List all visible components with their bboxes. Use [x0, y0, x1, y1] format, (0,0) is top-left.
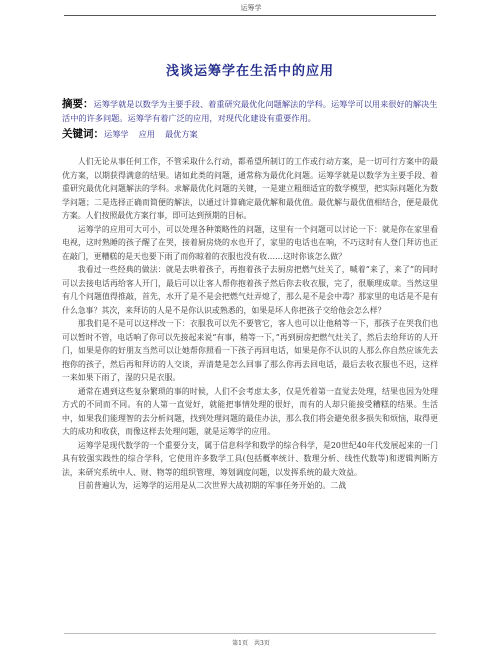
- body-paragraph: 通常在遇到这些复杂繁琐的事的时候，人们不会考虑太多，仅是凭着第一直觉去处理，结果也因为处理方式的不同而不同。有的人第一直觉好，就能把事情处理的很好，而有的人却只能接受糟糕的结果。生活中，如果我们能理智的去分析问题，找到处理问题的最佳办法，那么我们将会避免很多损失和烦恼，取得更大的成功和收获，而像这样去处理问题，就是运筹学的应用。: [62, 386, 438, 436]
- abstract: [62, 97, 438, 125]
- header-text: 运筹学: [240, 4, 262, 12]
- body-paragraph: 那我们是不是可以这样改一下：衣服我可以先不要管它，客人也可以让他稍等一下，那孩子在哭我们也可以暂时不管，电话响了你可以先接起来说“有事，稍等一下，”再到厨房把燃气灶关了，然后去给拜访的人开门，如果是你的好朋友当然可以让她帮你照看一下孩子再回电话，如果是你不认识的人那么你自然应该先去抱你的孩子，然后再和拜访的人交谈，弄清楚是怎么回事了那么你再去回电话，最后去收衣服也不迟，这样一来如果下雨了，湿的只是衣服。: [62, 319, 438, 382]
- abstract-label: 摘要：: [62, 98, 94, 110]
- keywords: [62, 127, 438, 141]
- page-header: [0, 0, 502, 18]
- abstract-text: 运筹学就是以数学为主要手段、着重研究最优化问题解法的学科。运筹学可以用来很好的解决生活中的许多问题。运筹学有着广泛的应用，对现代化建设有重要作用。: [62, 99, 438, 123]
- document-title: 浅谈运筹学在生活中的应用: [165, 64, 334, 79]
- header-divider: [64, 15, 436, 16]
- body-paragraph: 运筹学的应用可大可小，可以处理各种策略性的问题，这里有一个问题可以讨论一下：就是你在家里看电视，这时熟睡的孩子醒了在哭，接着厨房烧的水也开了，家里的电话也在响，不巧这时有人登门拜访也正在敲门，更糟糕的是天也要下雨了而你晾着的衣服也没有收……这时你该怎么做？: [62, 224, 438, 261]
- body-paragraph: 运筹学是现代数学的一个重要分支，属于信息科学和数学的综合科学，是20世纪40年代发展起来的一门具有较强实践性的综合学科，它使用许多数学工具(包括概率统计、数理分析、线性代数等)和逻辑判断方法，来研究系统中人、财、物等的组织管理、筹划调度问题，以发挥系统的最大效益。: [62, 440, 438, 477]
- body-paragraph: 人们无论从事任何工作，不管采取什么行动，都希望所制订的工作或行动方案，是一切可行方案中的最优方案，以期获得满意的结果。诸如此类的问题，通常称为最优化问题。运筹学就是以数学为主要手段、着重研究最优化问题解法的学科。求解最优化问题的关键，一是建立粗细适宜的数学模型，把实际问题化为数学问题；二是选择正确而简便的解法，以通过计算确定最优解和最优值。最优解与最优值相结合，便是最优方案。人们按照最优方案行事，即可达到预期的目标。: [62, 157, 438, 220]
- body-paragraph: 我看过一些经典的做法：就是去哄着孩子，再抱着孩子去厨房把燃气灶关了，喊着“来了，来了”的同时可以去接电话再给客人开门，最后可以让客人帮你抱着孩子然后你去收衣服，完了，很顺理成章。当然这里有几个问题值得推敲，首先，水开了是不是会把燃气灶弄熄了，那么是不是会中毒？那家里的电话是不是有什么急事？其次，来拜访的人是不是你认识或熟悉的，如果是坏人你把孩子交给他会怎么样？: [62, 265, 438, 315]
- keyword: 应用: [138, 129, 155, 139]
- footer-divider: [64, 633, 436, 634]
- document-content: [62, 60, 438, 493]
- page-footer: 第1页 共3页: [232, 640, 270, 647]
- keyword: 最优方案: [164, 129, 198, 139]
- body-paragraph: 目前普遍认为，运筹学的运用是从二次世界大战初期的军事任务开始的。二战: [77, 481, 347, 490]
- keyword: 运筹学: [104, 129, 129, 139]
- keywords-label: 关键词：: [62, 128, 104, 140]
